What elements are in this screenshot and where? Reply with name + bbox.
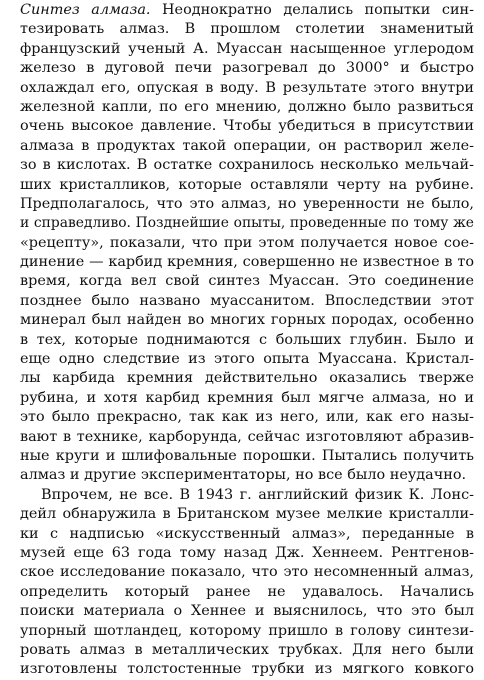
text-line-content: Неоднократно делались попытки син-	[150, 2, 474, 18]
text-line: вают в технике, карборунда, сейчас изготовляют абразив-	[20, 428, 474, 445]
text-line: французский ученый А. Муассан насыщенное углеродом	[20, 40, 474, 57]
text-line: очень высокое давление. Чтобы убедиться в присутствии	[20, 118, 474, 135]
text-line: дейл обнаружила в Британском музее мелкие кристалли-	[20, 506, 474, 523]
text-line: изготовлены толстостенные трубки из мягкого ковкого	[20, 661, 474, 678]
text-line: ших кристалликов, которые оставляли черту на рубине.	[20, 176, 474, 193]
text-line: охлаждал его, опуская в воду. В результате этого внутри	[20, 79, 474, 96]
text-line	[20, 1, 474, 20]
text-line: тезировать алмаз. В прошлом столетии знаменитый	[20, 21, 474, 38]
text-line: ское исследование показало, что это несомненный алмаз,	[20, 564, 474, 581]
paragraph-lonsdale	[20, 486, 474, 680]
text-line: в тех, которые поднимаются с больших глубин. Было и	[20, 331, 474, 348]
text-line: и справедливо. Позднейшие опыты, проведенные по тому же	[20, 215, 474, 232]
text-line: минерал был найден во многих горных породах, особенно	[20, 312, 474, 329]
text-line: определить который ранее не удавалось. Начались	[20, 583, 474, 600]
text-line: еще одно следствие из этого опыта Муассана. Кристал-	[20, 351, 474, 368]
text-line: это было прекрасно, так как из него, или, как его назы-	[20, 409, 474, 426]
text-line: Впрочем, не все. В 1943 г. английский физик К. Лонс-	[41, 486, 474, 503]
text-line: Предполагалось, что это алмаз, но уверенности не было,	[20, 195, 474, 212]
text-line: лы карбида кремния действительно оказались тверже	[20, 370, 474, 387]
text-line: железо в дуговой печи разогревал до 3000° и быстро	[20, 60, 474, 77]
text-line: упорный шотландец, которому пришло в голову синтези-	[20, 622, 474, 639]
text-line: алмаза в продуктах такой операции, он растворил желе-	[20, 137, 474, 154]
text-line: зо в кислотах. В остатке сохранилось несколько мельчай-	[20, 157, 474, 174]
text-line: поиски материала о Хеннее и выяснилось, что это был	[20, 603, 474, 620]
text-line: рубина, и хотя карбид кремния был мягче алмаза, но и	[20, 389, 474, 406]
text-line: динение — карбид кремния, совершенно не известное в то	[20, 254, 474, 271]
body-text	[20, 1, 474, 680]
text-line: алмаз и другие экспериментаторы, но все было неудачно.	[20, 467, 467, 484]
text-line: музей еще 63 года тому назад Дж. Хеннеем. Рентгенов-	[20, 544, 474, 561]
text-line: «рецепту», показали, что при этом получается новое сое-	[20, 234, 474, 251]
section-lead-italic: Синтез алмаза.	[20, 2, 151, 18]
text-line: позднее было названо муассанитом. Впоследствии этот	[20, 292, 474, 309]
text-line: железной капли, по его мнению, должно было развиться	[20, 98, 474, 115]
text-line: ные круги и шлифовальные порошки. Пытались получить	[20, 447, 474, 464]
text-line: ровать алмаз в металлических трубках. Для него были	[20, 641, 474, 658]
text-line: время, когда вел свой синтез Муассан. Это соединение	[20, 273, 474, 290]
text-line: ки с надписью «искусственный алмаз», переданные в	[20, 525, 474, 542]
paragraph-synthesis-intro	[20, 1, 474, 486]
